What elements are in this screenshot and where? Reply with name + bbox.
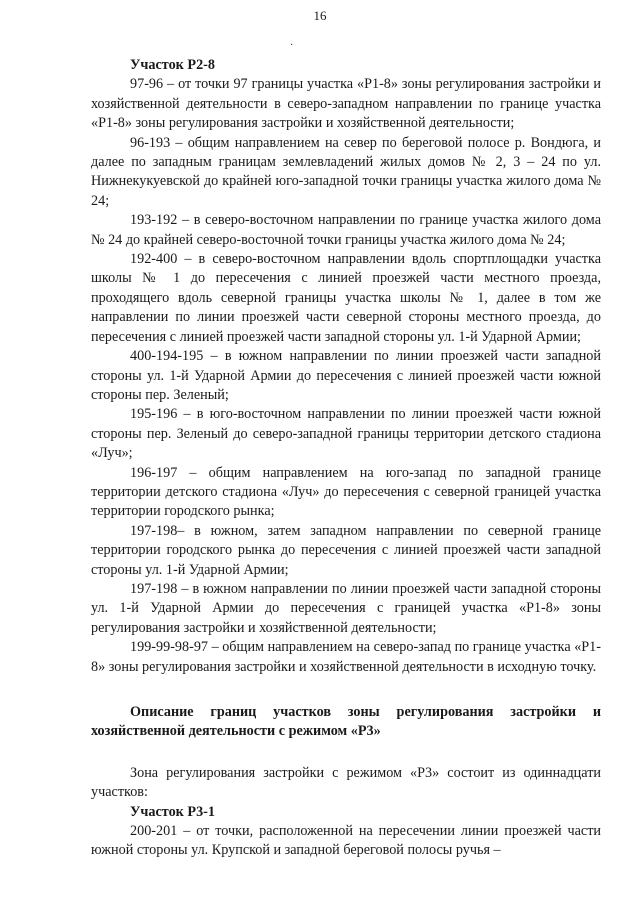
paragraph: 200-201 – от точки, расположенной на пересечении линии проезжей части южной стороны ул. Крупской и западной береговой полосы ручья – (91, 823, 601, 859)
subsection-heading: Участок Р2-8 (130, 57, 215, 73)
paragraph: 197-198 – в южном направлении по линии проезжей части западной стороны ул. 1-й Ударной Армии до пересечения с границей участка «Р1-8» зоны регулирования застройки и хозяйственной деятельности; (91, 580, 601, 636)
paragraph: Зона регулирования застройки с режимом «Р3» состоит из одиннадцати участков: (91, 764, 601, 801)
section-heading: Описание границ участков зоны регулирования застройки и хозяйственной деятельности с режимом «Р3» (91, 704, 601, 740)
document-body (91, 56, 601, 861)
page-number: 16 (313, 8, 327, 23)
subsection-heading: Участок Р3-1 (130, 803, 215, 820)
stray-mark: · (290, 40, 294, 51)
paragraph: 97-96 – от точки 97 границы участка «Р1-8» зоны регулирования застройки и хозяйственной деятельности в северо-западном направлении по границе участка «Р1-8» зоны регулирования застройки и хозяйственной деятельности; (91, 76, 601, 132)
paragraph: 197-198– в южном, затем западном направлении по северной границе территории городского рынка до пересечения с линией проезжей части западной стороны ул. 1-й Ударной Армии; (91, 522, 601, 578)
paragraph: 196-197 – общим направлением на юго-запад по западной границе территории детского стадиона «Луч» до пересечения с северной границей участка территории городского рынка; (91, 464, 601, 520)
paragraph: 192-400 – в северо-восточном направлении вдоль спортплощадки участка школы № 1 до пересечения с линией проезжей части местного проезда, проходящего вдоль северной границы участка школы № 1, далее в том же направлении по линии проезжей части северной стороны местного проезда, до пересечения с линией проезжей части западной стороны ул. 1-й Ударной Армии; (91, 251, 601, 345)
paragraph: 400-194-195 – в южном направлении по линии проезжей части западной стороны ул. 1-й Ударной Армии до пересечения с линией проезжей части южной стороны пер. Зеленый; (91, 348, 601, 403)
paragraph: 195-196 – в юго-восточном направлении по линии проезжей части южной стороны пер. Зеленый до северо-западной границы территории детского стадиона «Луч»; (91, 406, 601, 462)
paragraph: 199-99-98-97 – общим направлением на северо-запад по границе участка «Р1-8» зоны регулирования застройки и хозяйственной деятельности в исходную точку. (91, 639, 601, 675)
paragraph: 96-193 – общим направлением на север по береговой полосе р. Вондюга, и далее по западным границам землевладений жилых домов № 2, 3 – 24 по ул. Нижнекукуевской до крайней юго-западной точки границы участка жилого дома № 24; (91, 134, 601, 209)
paragraph: 193-192 – в северо-восточном направлении по границе участка жилого дома № 24 до крайней северо-восточной точки границы участка жилого дома № 24; (91, 212, 601, 248)
